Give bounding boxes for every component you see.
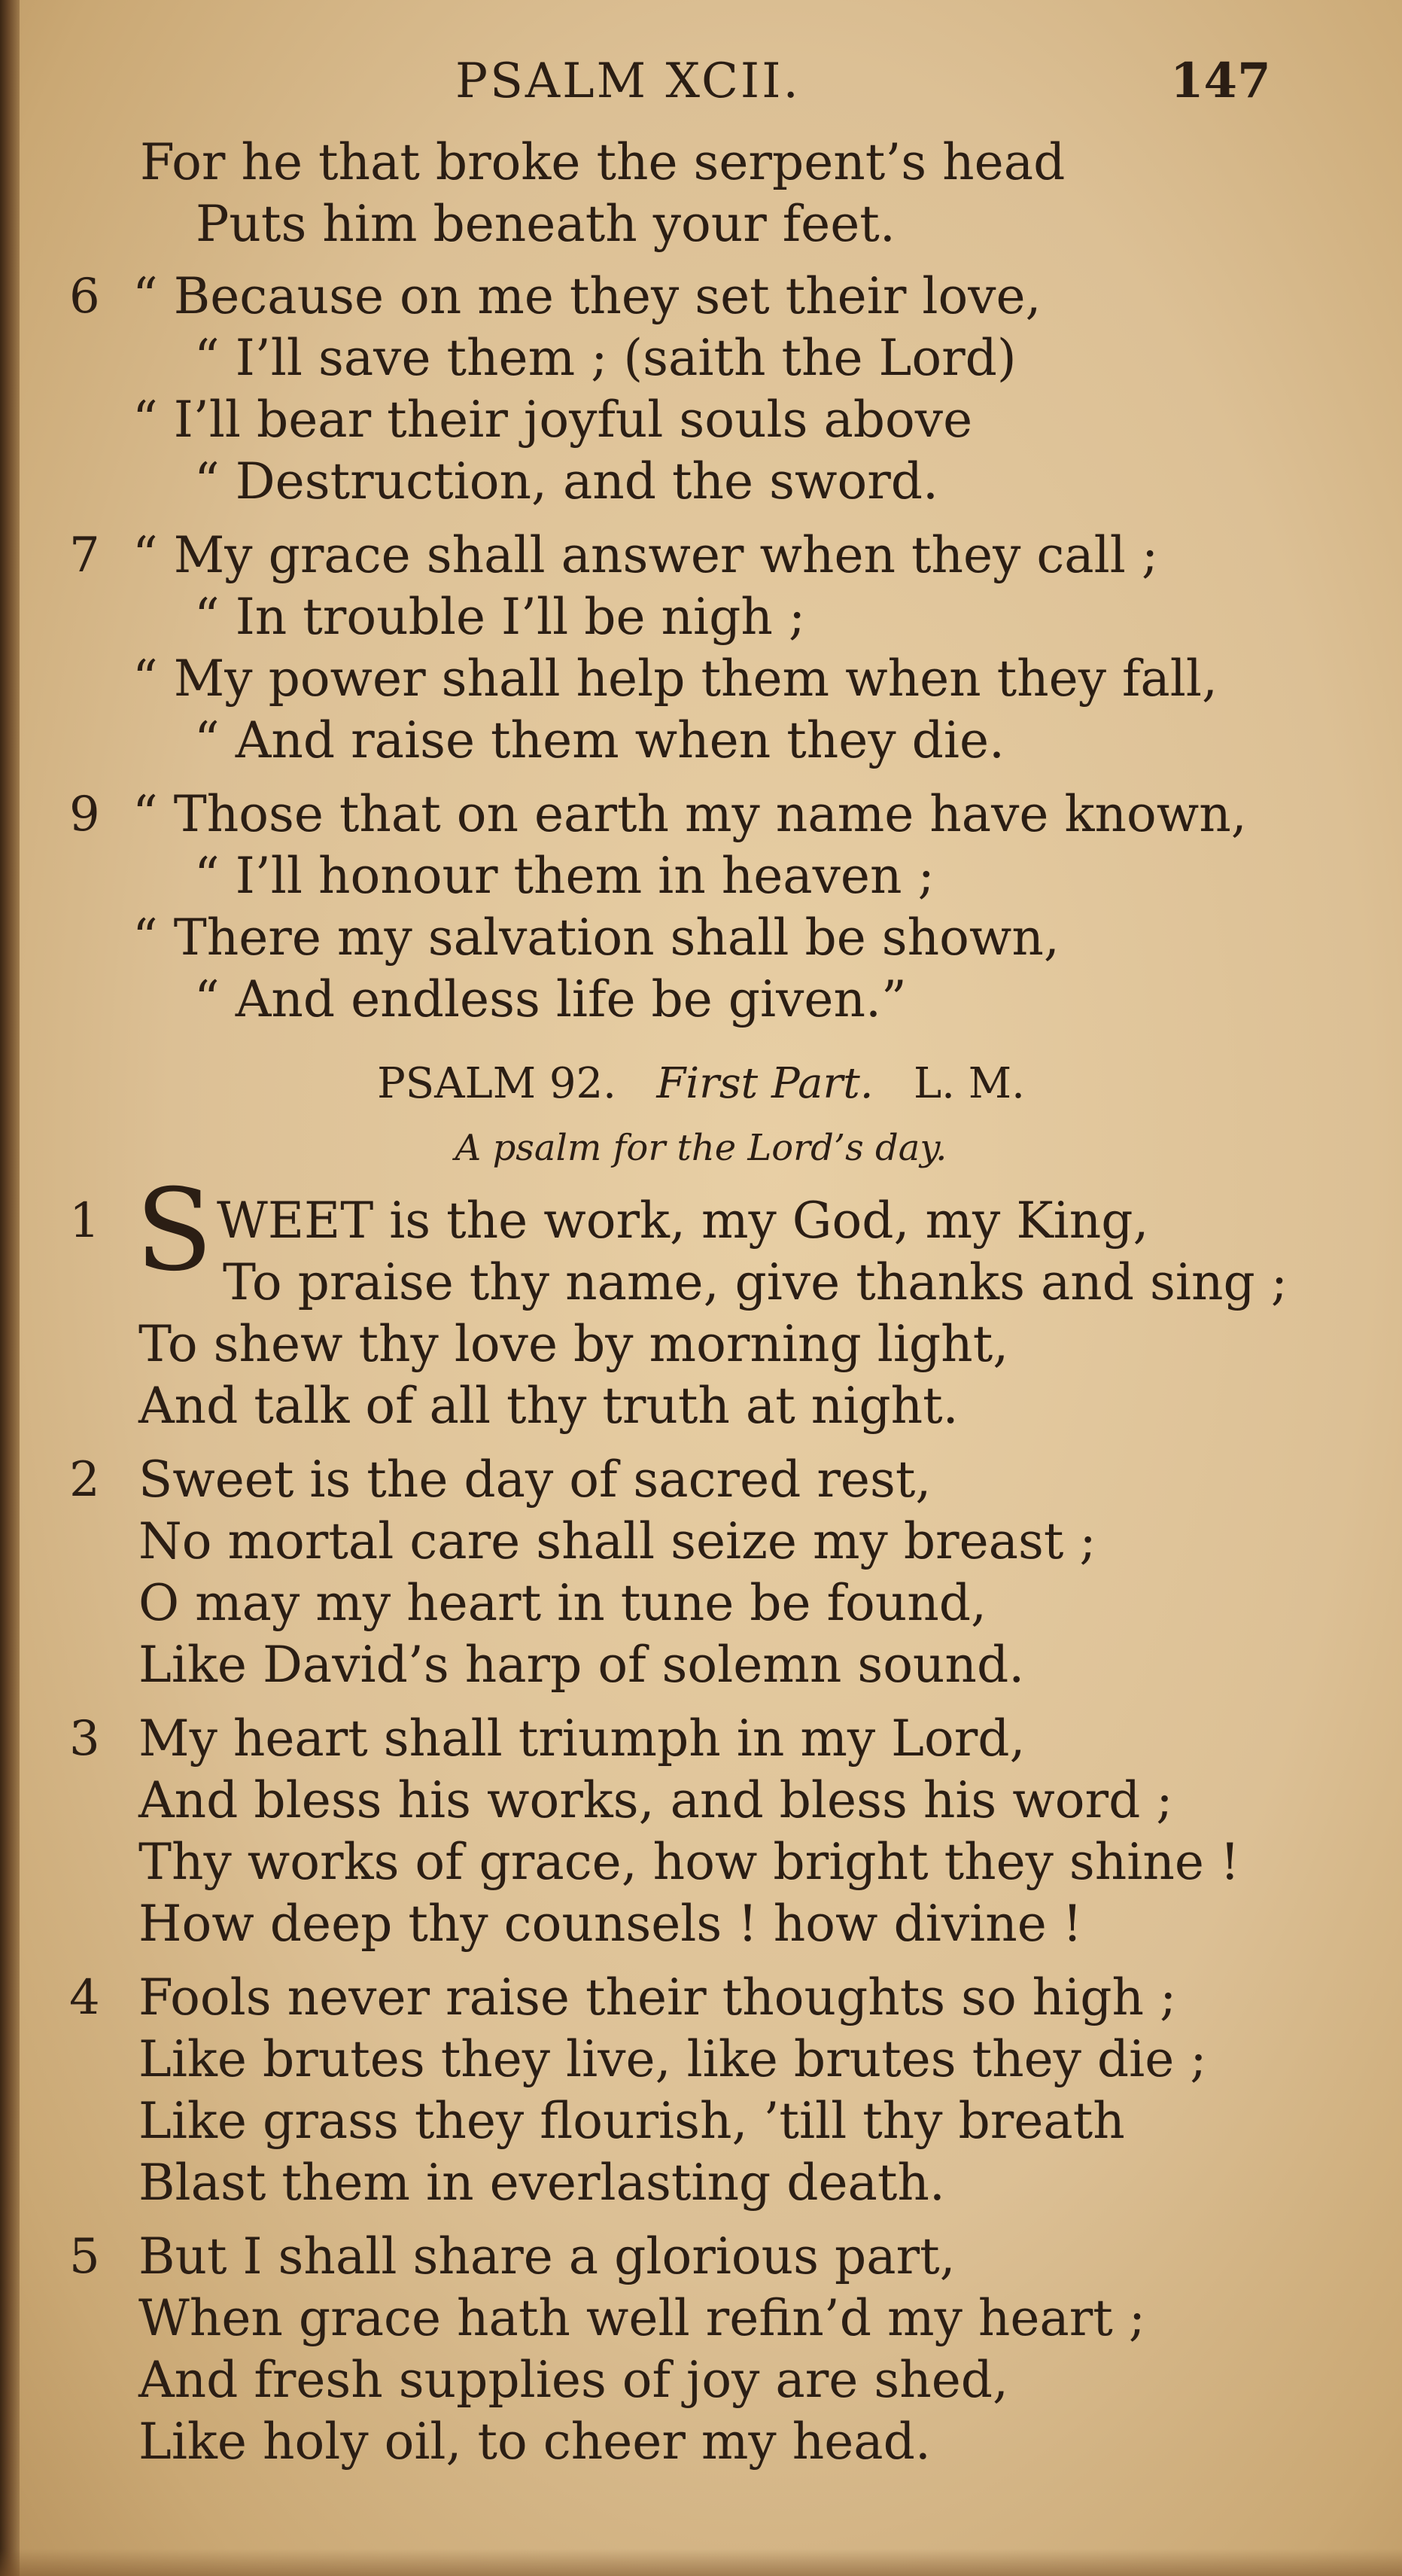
- verse-number: 3: [69, 1711, 100, 1767]
- verse-line: No mortal care shall seize my breast ;: [138, 1512, 1096, 1570]
- page-bottom-edge: [0, 2549, 1402, 2576]
- verse-line: O may my heart in tune be found,: [138, 1574, 987, 1632]
- continuation-line: Puts him beneath your feet.: [196, 195, 896, 253]
- verse-line: Like grass they flourish, ’till thy breath: [138, 2092, 1125, 2150]
- verse-number: 1: [69, 1193, 100, 1249]
- verse-line: “ There my salvation shall be shown,: [132, 909, 1060, 967]
- psalm-meter: L. M.: [913, 1059, 1025, 1108]
- verse-line: “ I’ll save them ; (saith the Lord): [194, 329, 1017, 387]
- verse-line: And talk of all thy truth at night.: [138, 1377, 959, 1435]
- psalm-part: First Part.: [656, 1059, 874, 1108]
- header-title: PSALM XCII.: [455, 53, 801, 109]
- verse-line: “ And raise them when they die.: [194, 711, 1005, 769]
- verse-number: 2: [69, 1452, 100, 1508]
- verse-line: “ And endless life be given.”: [194, 970, 907, 1028]
- verse-line: WEET is the work, my God, my King,: [217, 1192, 1149, 1250]
- verse-number: 6: [69, 269, 100, 324]
- verse-line: “ My grace shall answer when they call ;: [132, 526, 1159, 584]
- verse-number: 7: [69, 528, 100, 583]
- verse-line: But I shall share a glorious part,: [138, 2227, 956, 2285]
- verse-line: And fresh supplies of joy are shed,: [138, 2351, 1008, 2409]
- drop-cap: S: [135, 1165, 213, 1296]
- page-number: 147: [1170, 53, 1271, 109]
- verse-number: 4: [69, 1970, 100, 2026]
- verse-number: 5: [69, 2229, 100, 2285]
- verse-line: “ Those that on earth my name have known,: [132, 785, 1247, 843]
- verse-line: Thy works of grace, how bright they shine !: [138, 1833, 1240, 1891]
- verse-line: To praise thy name, give thanks and sing ;: [223, 1253, 1288, 1311]
- verse-line: Sweet is the day of sacred rest,: [138, 1451, 932, 1509]
- psalm-heading: [0, 1054, 1402, 1114]
- continuation-line: For he that broke the serpent’s head: [140, 133, 1066, 191]
- verse-line: Fools never raise their thoughts so high ;: [138, 1969, 1177, 2026]
- verse-line: Like David’s harp of solemn sound.: [138, 1636, 1025, 1694]
- verse-line: To shew thy love by morning light,: [138, 1315, 1009, 1373]
- verse-line: How deep thy counsels ! how divine !: [138, 1895, 1083, 1953]
- verse-line: Like brutes they live, like brutes they die ;: [138, 2030, 1207, 2088]
- verse-line: My heart shall triumph in my Lord,: [138, 1710, 1026, 1768]
- verse-number: 9: [69, 787, 100, 842]
- verse-line: “ I’ll bear their joyful souls above: [132, 391, 973, 449]
- verse-line: “ In trouble I’ll be nigh ;: [194, 588, 806, 646]
- verse-line: “ My power shall help them when they fall,: [132, 650, 1218, 708]
- verse-line: “ Because on me they set their love,: [132, 267, 1042, 325]
- psalm-number: PSALM 92.: [377, 1059, 616, 1108]
- verse-line: And bless his works, and bless his word ;: [138, 1771, 1173, 1829]
- verse-line: Like holy oil, to cheer my head.: [138, 2413, 931, 2471]
- verse-line: “ Destruction, and the sword.: [194, 452, 938, 510]
- verse-line: “ I’ll honour them in heaven ;: [194, 847, 935, 905]
- psalm-subtitle: A psalm for the Lord’s day.: [455, 1127, 947, 1169]
- running-header: [0, 44, 1402, 119]
- page-binding-edge: [0, 0, 20, 2576]
- verse-line: Blast them in everlasting death.: [138, 2154, 945, 2212]
- verse-line: When grace hath well refin’d my heart ;: [138, 2289, 1146, 2347]
